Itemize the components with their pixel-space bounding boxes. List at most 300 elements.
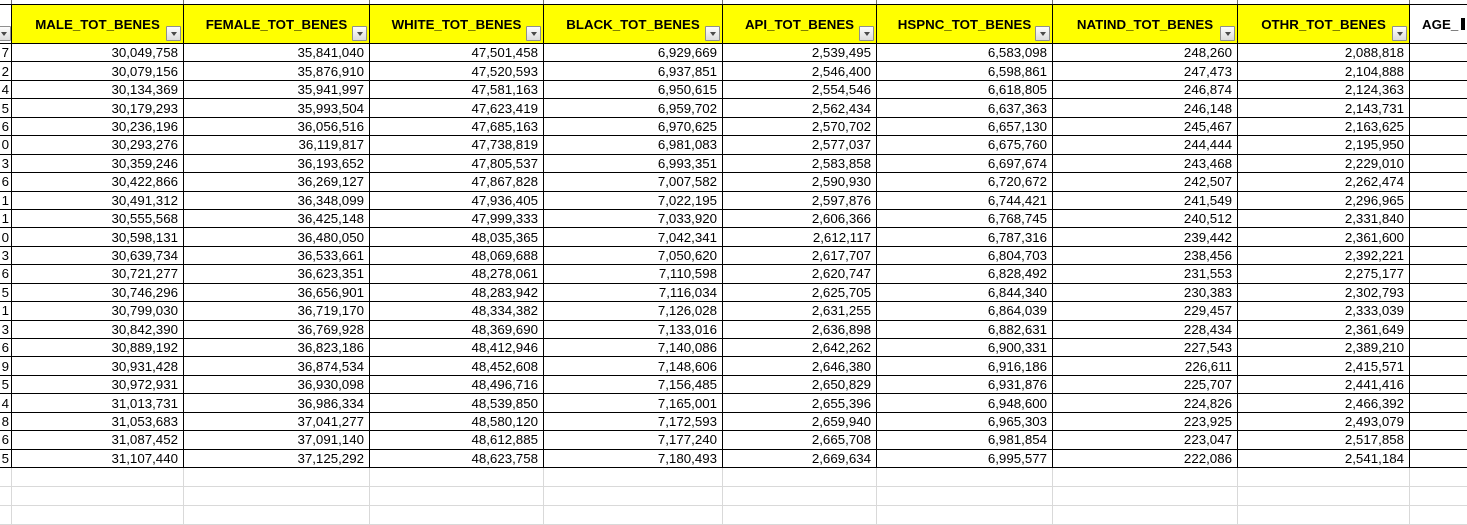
table-cell[interactable]: 6,675,760 [877,136,1053,154]
table-cell[interactable]: 47,805,537 [370,155,544,173]
clipped-cell[interactable]: 1 [0,192,12,210]
empty-grid-cell[interactable] [12,487,184,506]
table-cell[interactable]: 2,389,210 [1238,339,1410,357]
empty-grid-cell[interactable] [1238,487,1410,506]
data-row [0,136,1467,154]
table-cell[interactable]: 2,642,262 [723,339,877,357]
column-header-othr-tot-benes[interactable] [1238,5,1410,44]
empty-grid-cell[interactable] [370,487,544,506]
table-cell[interactable]: 2,562,434 [723,99,877,117]
table-cell-empty[interactable] [1410,284,1467,302]
table-cell[interactable]: 228,434 [1053,321,1238,339]
table-cell[interactable]: 2,625,705 [723,284,877,302]
table-cell[interactable]: 7,133,016 [544,321,723,339]
table-cell[interactable]: 37,041,277 [184,413,370,431]
clipped-cell[interactable]: 6 [0,173,12,191]
filter-dropdown-button[interactable] [1035,26,1050,41]
column-header-age-clipped[interactable] [1410,5,1467,44]
table-cell[interactable]: 30,799,030 [12,302,184,320]
table-cell[interactable]: 2,655,396 [723,394,877,412]
table-cell[interactable]: 30,972,931 [12,376,184,394]
table-cell[interactable]: 2,669,634 [723,450,877,468]
table-cell[interactable]: 48,412,946 [370,339,544,357]
column-header-label: API_TOT_BENES [744,16,855,32]
table-cell[interactable]: 7,110,598 [544,265,723,283]
clipped-cell[interactable]: 5 [0,99,12,117]
table-cell[interactable]: 225,707 [1053,376,1238,394]
table-cell[interactable]: 6,981,854 [877,431,1053,449]
empty-grid-cell[interactable] [1238,506,1410,525]
table-cell[interactable]: 47,685,163 [370,118,544,136]
table-cell[interactable]: 37,125,292 [184,450,370,468]
clipped-cell[interactable]: 1 [0,210,12,228]
table-cell[interactable]: 223,925 [1053,413,1238,431]
table-cell[interactable]: 230,383 [1053,284,1238,302]
table-cell[interactable]: 6,864,039 [877,302,1053,320]
table-cell[interactable]: 47,936,405 [370,192,544,210]
clipped-cell[interactable]: 6 [0,265,12,283]
table-cell[interactable]: 248,260 [1053,44,1238,62]
table-cell[interactable]: 30,721,277 [12,265,184,283]
column-header-label: NATIND_TOT_BENES [1076,16,1214,32]
table-cell[interactable]: 48,539,850 [370,394,544,412]
table-cell-empty[interactable] [1410,321,1467,339]
table-cell-empty[interactable] [1410,431,1467,449]
strip-row [0,0,1467,4]
clipped-cell[interactable]: 3 [0,155,12,173]
empty-grid-cell[interactable] [544,506,723,525]
filter-dropdown-button[interactable] [705,26,720,41]
table-cell-empty[interactable] [1410,265,1467,283]
table-cell[interactable]: 6,929,669 [544,44,723,62]
table-cell[interactable]: 2,415,571 [1238,357,1410,375]
filter-dropdown-arrow-icon [531,32,537,36]
table-cell[interactable]: 48,623,758 [370,450,544,468]
data-row [0,81,1467,99]
table-cell[interactable]: 2,163,625 [1238,118,1410,136]
clipped-cell[interactable]: 3 [0,321,12,339]
table-cell[interactable]: 7,116,034 [544,284,723,302]
table-cell[interactable]: 2,583,858 [723,155,877,173]
table-cell[interactable]: 36,056,516 [184,118,370,136]
table-cell-empty[interactable] [1410,413,1467,431]
table-cell[interactable]: 31,087,452 [12,431,184,449]
table-cell[interactable]: 2,631,255 [723,302,877,320]
clipped-letter-fragment [1461,18,1465,30]
table-cell[interactable]: 2,577,037 [723,136,877,154]
table-cell[interactable]: 36,533,661 [184,247,370,265]
clipped-cell[interactable]: 0 [0,136,12,154]
table-cell[interactable]: 241,549 [1053,192,1238,210]
table-cell[interactable]: 6,720,672 [877,173,1053,191]
filter-dropdown-arrow-icon [1040,32,1046,36]
table-cell[interactable]: 2,361,649 [1238,321,1410,339]
table-cell[interactable]: 30,639,734 [12,247,184,265]
hdr-row [0,4,1467,44]
table-cell[interactable]: 36,719,170 [184,302,370,320]
table-cell[interactable]: 7,042,341 [544,228,723,246]
empty-grid-cell[interactable] [1053,468,1238,487]
table-cell[interactable]: 2,088,818 [1238,44,1410,62]
data-row [0,413,1467,431]
empty-grid-cell[interactable] [184,487,370,506]
table-cell[interactable]: 31,107,440 [12,450,184,468]
table-cell[interactable]: 7,022,195 [544,192,723,210]
table-cell[interactable]: 30,236,196 [12,118,184,136]
column-header-natind-tot-benes[interactable] [1053,5,1238,44]
empty-grid-cell[interactable] [12,468,184,487]
table-cell[interactable]: 2,229,010 [1238,155,1410,173]
column-header-hspnc-tot-benes[interactable] [877,5,1053,44]
empty-grid-cell[interactable] [544,487,723,506]
table-cell-empty[interactable] [1410,136,1467,154]
table-cell[interactable]: 2,517,858 [1238,431,1410,449]
table-cell[interactable]: 48,580,120 [370,413,544,431]
clipped-cell[interactable]: 6 [0,431,12,449]
table-cell[interactable]: 36,823,186 [184,339,370,357]
table-cell[interactable]: 6,937,851 [544,62,723,80]
table-cell[interactable]: 6,828,492 [877,265,1053,283]
table-cell[interactable]: 36,119,817 [184,136,370,154]
table-cell-empty[interactable] [1410,450,1467,468]
table-cell[interactable]: 2,659,940 [723,413,877,431]
table-cell[interactable]: 48,452,608 [370,357,544,375]
table-cell[interactable]: 36,623,351 [184,265,370,283]
table-cell[interactable]: 47,623,419 [370,99,544,117]
empty-grid-cell[interactable] [877,468,1053,487]
table-cell[interactable]: 2,597,876 [723,192,877,210]
table-cell[interactable]: 238,456 [1053,247,1238,265]
table-cell[interactable]: 7,033,920 [544,210,723,228]
table-cell[interactable]: 30,179,293 [12,99,184,117]
table-cell[interactable]: 36,348,099 [184,192,370,210]
table-cell[interactable]: 6,744,421 [877,192,1053,210]
table-cell[interactable]: 7,050,620 [544,247,723,265]
table-cell[interactable]: 226,611 [1053,357,1238,375]
table-cell[interactable]: 2,590,930 [723,173,877,191]
table-cell[interactable]: 7,156,485 [544,376,723,394]
table-cell[interactable]: 6,959,702 [544,99,723,117]
table-cell[interactable]: 6,981,083 [544,136,723,154]
table-cell[interactable]: 245,467 [1053,118,1238,136]
filter-dropdown-button[interactable] [0,26,11,41]
table-cell[interactable]: 36,874,534 [184,357,370,375]
clipped-cell[interactable]: 3 [0,247,12,265]
table-cell[interactable]: 2,275,177 [1238,265,1410,283]
table-cell[interactable]: 36,656,901 [184,284,370,302]
clipped-column-header [0,5,12,44]
table-cell[interactable]: 231,553 [1053,265,1238,283]
table-cell[interactable]: 36,269,127 [184,173,370,191]
table-cell[interactable]: 6,618,805 [877,81,1053,99]
table-cell[interactable]: 47,867,828 [370,173,544,191]
table-cell[interactable]: 7,177,240 [544,431,723,449]
data-row [0,450,1467,468]
table-cell[interactable]: 7,165,001 [544,394,723,412]
table-cell[interactable]: 31,013,731 [12,394,184,412]
table-cell[interactable]: 7,140,086 [544,339,723,357]
filter-dropdown-button[interactable] [526,26,541,41]
empty-grid-cell[interactable] [877,506,1053,525]
table-cell[interactable]: 36,425,148 [184,210,370,228]
grid-strip-cell [370,0,544,4]
filter-dropdown-button[interactable] [1392,26,1407,41]
table-cell[interactable]: 223,047 [1053,431,1238,449]
table-cell[interactable]: 2,620,747 [723,265,877,283]
table-cell-empty[interactable] [1410,118,1467,136]
column-header-male-tot-benes[interactable] [12,5,184,44]
table-cell[interactable]: 2,612,117 [723,228,877,246]
column-header-api-tot-benes[interactable] [723,5,877,44]
table-cell[interactable]: 6,993,351 [544,155,723,173]
clipped-cell[interactable]: 5 [0,376,12,394]
clipped-cell[interactable]: 1 [0,302,12,320]
clipped-cell[interactable]: 0 [0,228,12,246]
table-cell[interactable]: 47,581,163 [370,81,544,99]
grid-strip-cell [1410,0,1467,4]
empty-grid-cell[interactable] [370,506,544,525]
table-cell[interactable]: 229,457 [1053,302,1238,320]
filter-dropdown-button[interactable] [166,26,181,41]
grid-strip-cell [1238,0,1410,4]
clipped-cell[interactable]: 5 [0,450,12,468]
table-cell[interactable]: 30,889,192 [12,339,184,357]
table-cell[interactable]: 47,520,593 [370,62,544,80]
table-cell[interactable]: 6,995,577 [877,450,1053,468]
table-cell[interactable]: 2,539,495 [723,44,877,62]
table-cell[interactable]: 47,501,458 [370,44,544,62]
filter-dropdown-arrow-icon [864,32,870,36]
empty-grid-cell[interactable] [0,468,12,487]
table-cell[interactable]: 2,124,363 [1238,81,1410,99]
table-cell[interactable]: 7,180,493 [544,450,723,468]
empty-grid-cell[interactable] [1238,468,1410,487]
table-cell-empty[interactable] [1410,228,1467,246]
filter-dropdown-button[interactable] [1220,26,1235,41]
table-cell[interactable]: 30,842,390 [12,321,184,339]
data-row [0,118,1467,136]
table-cell-empty[interactable] [1410,210,1467,228]
table-cell[interactable]: 2,493,079 [1238,413,1410,431]
empty-grid-cell[interactable] [544,468,723,487]
table-cell[interactable]: 2,636,898 [723,321,877,339]
table-cell-empty[interactable] [1410,192,1467,210]
table-cell[interactable]: 2,606,366 [723,210,877,228]
data-row [0,394,1467,412]
empty-grid-cell[interactable] [1410,506,1467,525]
table-cell[interactable]: 6,970,625 [544,118,723,136]
table-cell[interactable]: 2,333,039 [1238,302,1410,320]
table-cell[interactable]: 2,546,400 [723,62,877,80]
table-cell[interactable]: 47,738,819 [370,136,544,154]
table-cell[interactable]: 48,496,716 [370,376,544,394]
table-cell[interactable]: 2,570,702 [723,118,877,136]
table-cell[interactable]: 6,916,186 [877,357,1053,375]
table-cell[interactable]: 6,948,600 [877,394,1053,412]
table-cell[interactable]: 35,993,504 [184,99,370,117]
table-cell[interactable]: 48,612,885 [370,431,544,449]
table-cell[interactable]: 30,598,131 [12,228,184,246]
table-cell[interactable]: 30,555,568 [12,210,184,228]
empty-grid-cell[interactable] [1410,468,1467,487]
table-cell[interactable]: 36,930,098 [184,376,370,394]
empty-grid-cell[interactable] [184,506,370,525]
empty-grid-cell[interactable] [1053,506,1238,525]
table-cell[interactable]: 247,473 [1053,62,1238,80]
clipped-cell[interactable]: 8 [0,413,12,431]
table-cell[interactable]: 2,262,474 [1238,173,1410,191]
table-cell-empty[interactable] [1410,376,1467,394]
empty-grid-cell[interactable] [1053,487,1238,506]
table-cell[interactable]: 6,965,303 [877,413,1053,431]
table-cell[interactable]: 2,302,793 [1238,284,1410,302]
table-cell[interactable]: 7,172,593 [544,413,723,431]
table-cell[interactable]: 6,844,340 [877,284,1053,302]
table-cell-empty[interactable] [1410,81,1467,99]
table-cell[interactable]: 7,007,582 [544,173,723,191]
table-cell[interactable]: 30,491,312 [12,192,184,210]
table-cell[interactable]: 6,598,861 [877,62,1053,80]
table-cell[interactable]: 48,369,690 [370,321,544,339]
table-cell[interactable]: 6,931,876 [877,376,1053,394]
column-header-white-tot-benes[interactable] [370,5,544,44]
data-row [0,431,1467,449]
table-cell[interactable]: 31,053,683 [12,413,184,431]
filter-dropdown-button[interactable] [859,26,874,41]
table-cell-empty[interactable] [1410,173,1467,191]
table-cell[interactable]: 2,665,708 [723,431,877,449]
table-cell[interactable]: 35,941,997 [184,81,370,99]
table-cell[interactable]: 2,104,888 [1238,62,1410,80]
table-cell[interactable]: 6,900,331 [877,339,1053,357]
table-cell[interactable]: 244,444 [1053,136,1238,154]
table-cell[interactable]: 6,657,130 [877,118,1053,136]
data-row [0,192,1467,210]
table-cell[interactable]: 30,293,276 [12,136,184,154]
table-cell[interactable]: 2,650,829 [723,376,877,394]
table-cell-empty[interactable] [1410,44,1467,62]
table-cell[interactable]: 6,950,615 [544,81,723,99]
table-cell[interactable]: 6,787,316 [877,228,1053,246]
table-cell[interactable]: 36,769,928 [184,321,370,339]
column-header-female-tot-benes[interactable] [184,5,370,44]
table-cell[interactable]: 30,079,156 [12,62,184,80]
table-cell-empty[interactable] [1410,339,1467,357]
empty-grid-cell[interactable] [0,487,12,506]
table-cell[interactable]: 222,086 [1053,450,1238,468]
table-cell[interactable]: 2,646,380 [723,357,877,375]
table-cell[interactable]: 36,986,334 [184,394,370,412]
empty-grid-cell[interactable] [1410,487,1467,506]
table-cell[interactable]: 48,069,688 [370,247,544,265]
empty-grid-cell[interactable] [723,468,877,487]
clipped-cell[interactable]: 6 [0,339,12,357]
table-cell[interactable]: 48,283,942 [370,284,544,302]
table-cell[interactable]: 246,874 [1053,81,1238,99]
table-cell[interactable]: 7,148,606 [544,357,723,375]
table-cell[interactable]: 48,278,061 [370,265,544,283]
table-cell[interactable]: 2,541,184 [1238,450,1410,468]
table-cell-empty[interactable] [1410,247,1467,265]
table-cell[interactable]: 240,512 [1053,210,1238,228]
clipped-cell[interactable]: 9 [0,357,12,375]
clipped-cell[interactable]: 2 [0,62,12,80]
table-cell[interactable]: 37,091,140 [184,431,370,449]
table-cell[interactable]: 6,882,631 [877,321,1053,339]
table-cell[interactable]: 227,543 [1053,339,1238,357]
table-cell[interactable]: 48,334,382 [370,302,544,320]
table-cell[interactable]: 243,468 [1053,155,1238,173]
empty-grid-cell[interactable] [184,468,370,487]
table-cell[interactable]: 246,148 [1053,99,1238,117]
table-cell-empty[interactable] [1410,302,1467,320]
table-cell[interactable]: 2,143,731 [1238,99,1410,117]
table-cell[interactable]: 30,134,369 [12,81,184,99]
filter-dropdown-button[interactable] [352,26,367,41]
table-cell[interactable]: 2,441,416 [1238,376,1410,394]
table-cell[interactable]: 36,480,050 [184,228,370,246]
table-cell[interactable]: 2,617,707 [723,247,877,265]
empty-grid-cell[interactable] [370,468,544,487]
table-cell[interactable]: 2,296,965 [1238,192,1410,210]
clipped-cell[interactable]: 7 [0,44,12,62]
table-cell[interactable]: 7,126,028 [544,302,723,320]
table-cell[interactable]: 224,826 [1053,394,1238,412]
clipped-cell[interactable]: 4 [0,394,12,412]
table-cell[interactable]: 30,931,428 [12,357,184,375]
table-cell-empty[interactable] [1410,62,1467,80]
table-cell[interactable]: 2,392,221 [1238,247,1410,265]
table-cell[interactable]: 48,035,365 [370,228,544,246]
empty-grid-cell[interactable] [723,487,877,506]
clipped-cell[interactable]: 6 [0,118,12,136]
empty-grid-cell[interactable] [0,506,12,525]
table-cell[interactable]: 6,583,098 [877,44,1053,62]
grid-strip-cell [723,0,877,4]
table-cell[interactable]: 6,768,745 [877,210,1053,228]
table-cell[interactable]: 2,466,392 [1238,394,1410,412]
table-cell[interactable]: 2,361,600 [1238,228,1410,246]
table-cell[interactable]: 35,841,040 [184,44,370,62]
table-cell[interactable]: 30,422,866 [12,173,184,191]
table-cell[interactable]: 6,804,703 [877,247,1053,265]
column-header-black-tot-benes[interactable] [544,5,723,44]
table-cell[interactable]: 2,195,950 [1238,136,1410,154]
table-cell[interactable]: 2,331,840 [1238,210,1410,228]
clipped-cell[interactable]: 5 [0,284,12,302]
table-cell[interactable]: 6,637,363 [877,99,1053,117]
empty-grid-cell[interactable] [877,487,1053,506]
table-cell[interactable]: 30,359,246 [12,155,184,173]
table-cell[interactable]: 47,999,333 [370,210,544,228]
table-cell[interactable]: 30,049,758 [12,44,184,62]
table-cell-empty[interactable] [1410,99,1467,117]
empty-grid-cell[interactable] [12,506,184,525]
table-cell[interactable]: 239,442 [1053,228,1238,246]
table-cell[interactable]: 30,746,296 [12,284,184,302]
clipped-cell[interactable]: 4 [0,81,12,99]
table-cell[interactable]: 35,876,910 [184,62,370,80]
data-row [0,44,1467,62]
table-cell[interactable]: 2,554,546 [723,81,877,99]
table-cell-empty[interactable] [1410,357,1467,375]
table-cell[interactable]: 242,507 [1053,173,1238,191]
empty-grid-cell[interactable] [723,506,877,525]
table-cell-empty[interactable] [1410,155,1467,173]
table-cell[interactable]: 6,697,674 [877,155,1053,173]
table-cell[interactable]: 36,193,652 [184,155,370,173]
table-cell-empty[interactable] [1410,394,1467,412]
